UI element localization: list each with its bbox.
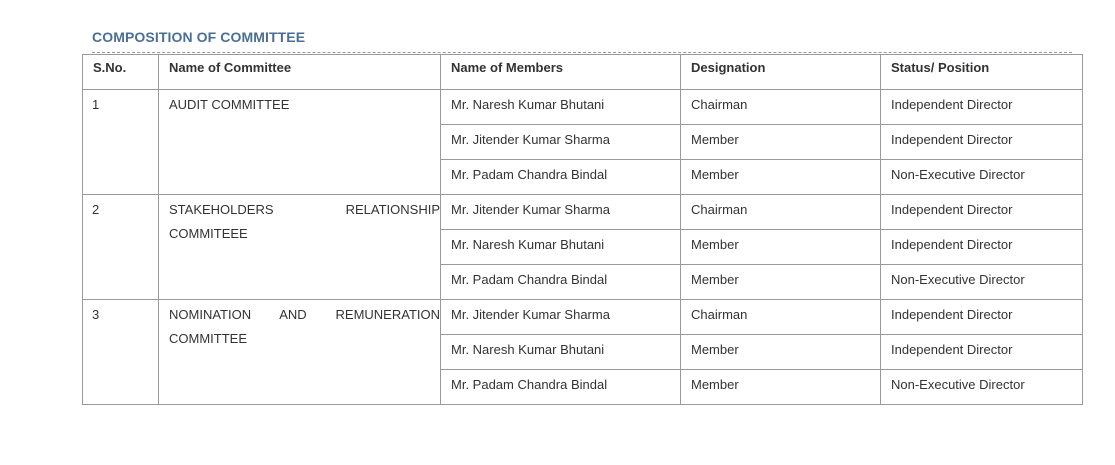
member-name-cell: Mr. Jitender Kumar Sharma bbox=[441, 125, 681, 160]
status-cell: Independent Director bbox=[881, 195, 1083, 230]
sno-cell: 1 bbox=[83, 90, 159, 195]
sno-cell: 2 bbox=[83, 195, 159, 300]
column-header-committee: Name of Committee bbox=[159, 55, 441, 90]
status-cell: Independent Director bbox=[881, 335, 1083, 370]
member-name-cell: Mr. Jitender Kumar Sharma bbox=[441, 195, 681, 230]
table-row bbox=[83, 195, 1083, 230]
section-title: COMPOSITION OF COMMITTEE bbox=[92, 29, 306, 45]
member-name-cell: Mr. Naresh Kumar Bhutani bbox=[441, 230, 681, 265]
title-divider bbox=[92, 52, 1072, 53]
column-header-sno: S.No. bbox=[83, 55, 159, 90]
designation-cell: Member bbox=[681, 125, 881, 160]
member-name-cell: Mr. Padam Chandra Bindal bbox=[441, 370, 681, 405]
status-cell: Independent Director bbox=[881, 90, 1083, 125]
table-row bbox=[83, 90, 1083, 125]
designation-cell: Chairman bbox=[681, 300, 881, 335]
status-cell: Independent Director bbox=[881, 230, 1083, 265]
member-name-cell: Mr. Padam Chandra Bindal bbox=[441, 160, 681, 195]
column-header-designation: Designation bbox=[681, 55, 881, 90]
designation-cell: Member bbox=[681, 370, 881, 405]
designation-cell: Member bbox=[681, 230, 881, 265]
committee-table bbox=[82, 54, 1083, 405]
designation-cell: Member bbox=[681, 265, 881, 300]
member-name-cell: Mr. Naresh Kumar Bhutani bbox=[441, 335, 681, 370]
sno-cell: 3 bbox=[83, 300, 159, 405]
status-cell: Non-Executive Director bbox=[881, 265, 1083, 300]
committee-name-cell: NOMINATION AND REMUNERATION COMMITTEE bbox=[159, 300, 441, 405]
status-cell: Independent Director bbox=[881, 300, 1083, 335]
table-row bbox=[83, 300, 1083, 335]
column-header-members: Name of Members bbox=[441, 55, 681, 90]
member-name-cell: Mr. Padam Chandra Bindal bbox=[441, 265, 681, 300]
status-cell: Non-Executive Director bbox=[881, 160, 1083, 195]
designation-cell: Member bbox=[681, 160, 881, 195]
committee-name-cell: STAKEHOLDERS RELATIONSHIP COMMITEEE bbox=[159, 195, 441, 300]
status-cell: Independent Director bbox=[881, 125, 1083, 160]
column-header-status: Status/ Position bbox=[881, 55, 1083, 90]
designation-cell: Chairman bbox=[681, 90, 881, 125]
status-cell: Non-Executive Director bbox=[881, 370, 1083, 405]
member-name-cell: Mr. Jitender Kumar Sharma bbox=[441, 300, 681, 335]
member-name-cell: Mr. Naresh Kumar Bhutani bbox=[441, 90, 681, 125]
designation-cell: Chairman bbox=[681, 195, 881, 230]
designation-cell: Member bbox=[681, 335, 881, 370]
committee-name-cell: AUDIT COMMITTEE bbox=[159, 90, 441, 195]
table-header-row bbox=[83, 55, 1083, 90]
